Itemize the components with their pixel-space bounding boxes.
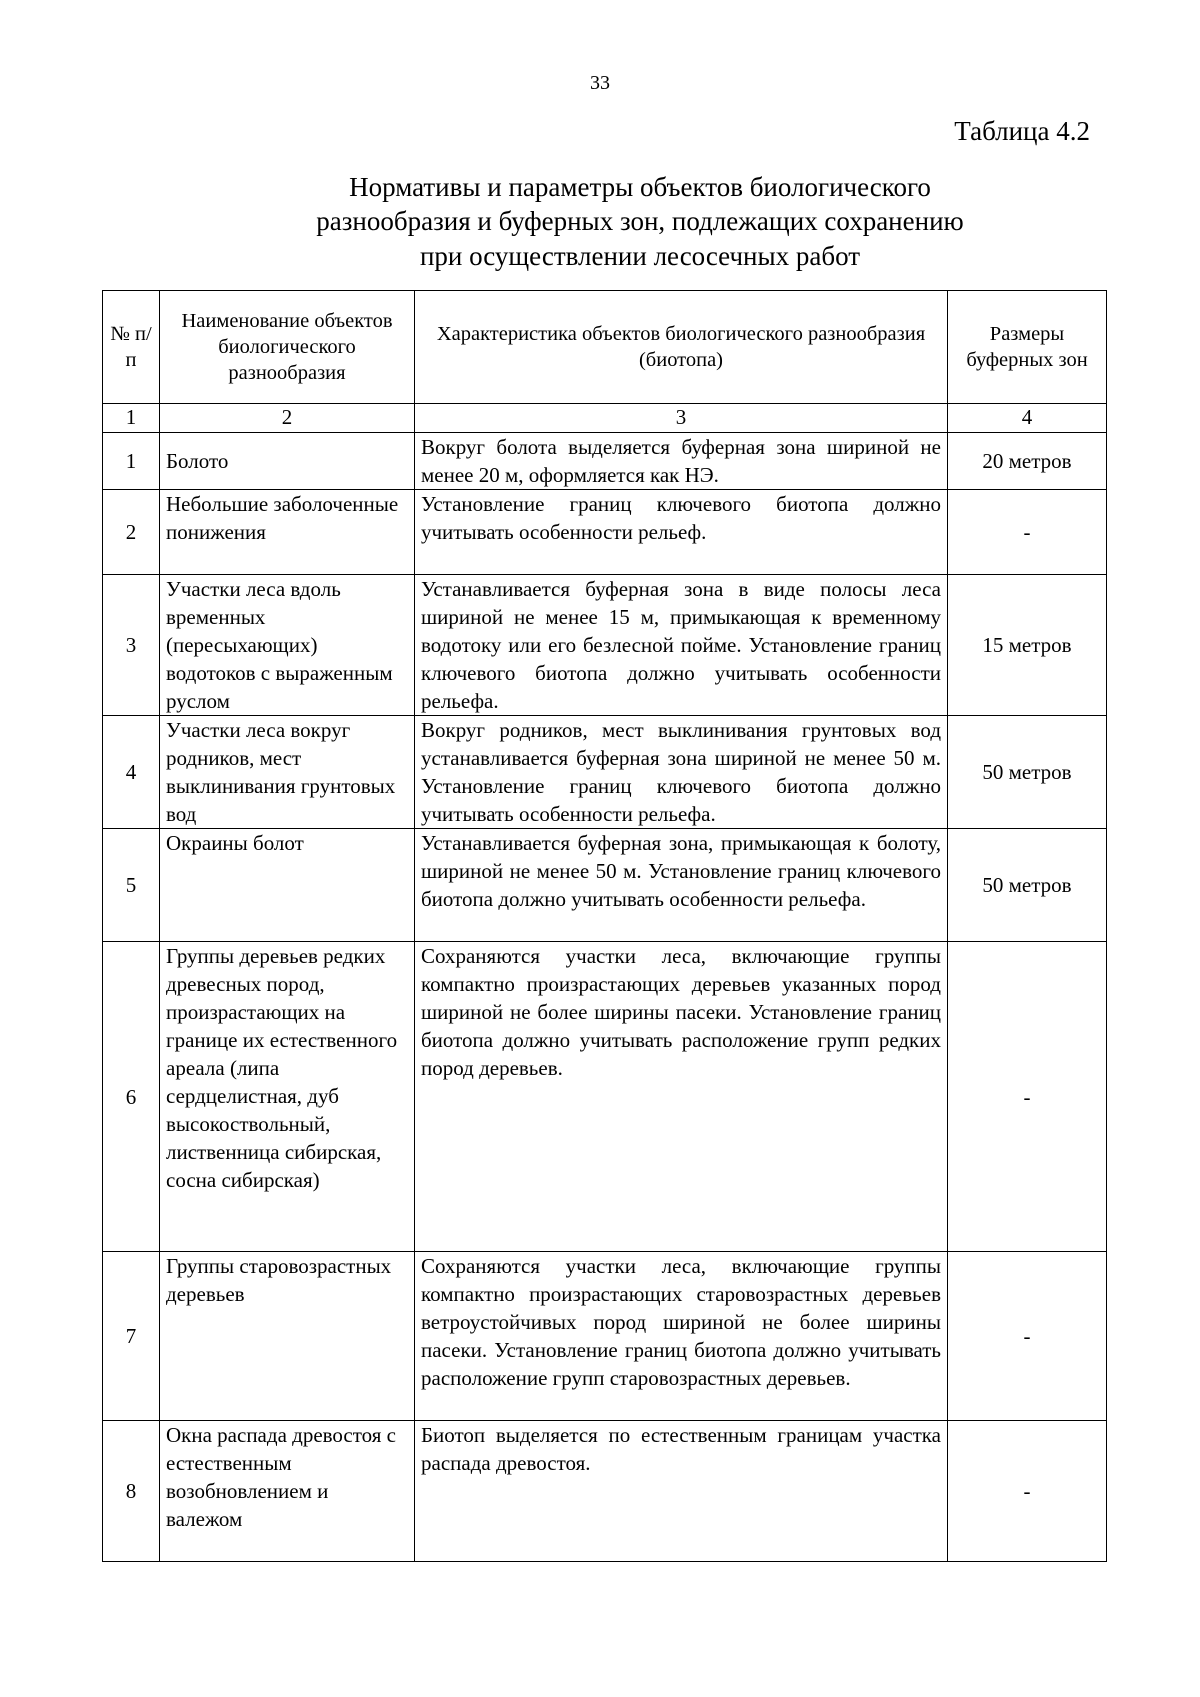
- document-title: Нормативы и параметры объектов биологического разнообразия и буферных зон, подлежащих сохранению при осуществлении лесосечных работ: [316, 172, 964, 271]
- buffer-size: -: [948, 1421, 1107, 1562]
- object-name: Окна распада древостоя с естественным возобновлением и валежом: [160, 1421, 415, 1562]
- row-number: 6: [103, 942, 160, 1252]
- table-label: Таблица 4.2: [954, 116, 1090, 146]
- column-index-row: [103, 404, 1107, 433]
- object-description: Биотоп выделяется по естественным границам участка распада древостоя.: [415, 1421, 948, 1562]
- object-description: Установление границ ключевого биотопа должно учитывать особенности рельеф.: [415, 490, 948, 575]
- buffer-size: -: [948, 490, 1107, 575]
- object-name: Участки леса вокруг родников, мест выклинивания грунтовых вод: [160, 716, 415, 829]
- buffer-size: 15 метров: [948, 575, 1107, 716]
- buffer-size: -: [948, 1252, 1107, 1421]
- table-row: [103, 716, 1107, 829]
- table-row: [103, 433, 1107, 490]
- page-number: 33: [590, 72, 610, 94]
- table-row: [103, 1252, 1107, 1421]
- buffer-size: -: [948, 942, 1107, 1252]
- table-row: [103, 490, 1107, 575]
- row-number: 2: [103, 490, 160, 575]
- table-row: [103, 575, 1107, 716]
- object-name: Небольшие заболоченные понижения: [160, 490, 415, 575]
- norms-table: [102, 290, 1107, 1562]
- row-number: 4: [103, 716, 160, 829]
- column-index: 1: [103, 404, 160, 433]
- buffer-size: 50 метров: [948, 716, 1107, 829]
- header-num: № п/п: [103, 291, 160, 404]
- object-name: Болото: [160, 433, 415, 490]
- table-row: [103, 829, 1107, 942]
- object-name: Группы деревьев редких древесных пород, произрастающих на границе их естественного ареала (липа сердцелистная, дуб высокоствольный, лиственница сибирская, сосна сибирская): [160, 942, 415, 1252]
- header-desc: Характеристика объектов биологического разнообразия (биотопа): [415, 291, 948, 404]
- buffer-size: 50 метров: [948, 829, 1107, 942]
- row-number: 3: [103, 575, 160, 716]
- table-row: [103, 1421, 1107, 1562]
- header-name: Наименование объектов биологического разнообразия: [160, 291, 415, 404]
- object-name: Группы старовозрастных деревьев: [160, 1252, 415, 1421]
- object-description: Вокруг родников, мест выклинивания грунтовых вод устанавливается буферная зона шириной не менее 50 м. Установление границ ключевого биотопа должно учитывать особенности рельефа.: [415, 716, 948, 829]
- buffer-size: 20 метров: [948, 433, 1107, 490]
- row-number: 1: [103, 433, 160, 490]
- column-index: 4: [948, 404, 1107, 433]
- object-name: Окраины болот: [160, 829, 415, 942]
- object-description: Устанавливается буферная зона в виде полосы леса шириной не менее 15 м, примыкающая к временному водотоку или его безлесной пойме. Установление границ ключевого биотопа должно учитывать особенности рельефа.: [415, 575, 948, 716]
- object-name: Участки леса вдоль временных (пересыхающих) водотоков с выраженным руслом: [160, 575, 415, 716]
- table-row: [103, 942, 1107, 1252]
- object-description: Сохраняются участки леса, включающие группы компактно произрастающих старовозрастных деревьев ветроустойчивых пород шириной не более ширины пасеки. Установление границ биотопа должно учитывать расположение групп старовозрастных деревьев.: [415, 1252, 948, 1421]
- row-number: 5: [103, 829, 160, 942]
- row-number: 8: [103, 1421, 160, 1562]
- object-description: Вокруг болота выделяется буферная зона шириной не менее 20 м, оформляется как НЭ.: [415, 433, 948, 490]
- column-index: 2: [160, 404, 415, 433]
- table-header-row: [103, 291, 1107, 404]
- object-description: Сохраняются участки леса, включающие группы компактно произрастающих деревьев указанных пород шириной не более ширины пасеки. Установление границ биотопа должно учитывать расположение групп редких пород деревьев.: [415, 942, 948, 1252]
- header-size: Размеры буферных зон: [948, 291, 1107, 404]
- row-number: 7: [103, 1252, 160, 1421]
- object-description: Устанавливается буферная зона, примыкающая к болоту, шириной не менее 50 м. Установление границ ключевого биотопа должно учитывать особенности рельефа.: [415, 829, 948, 942]
- column-index: 3: [415, 404, 948, 433]
